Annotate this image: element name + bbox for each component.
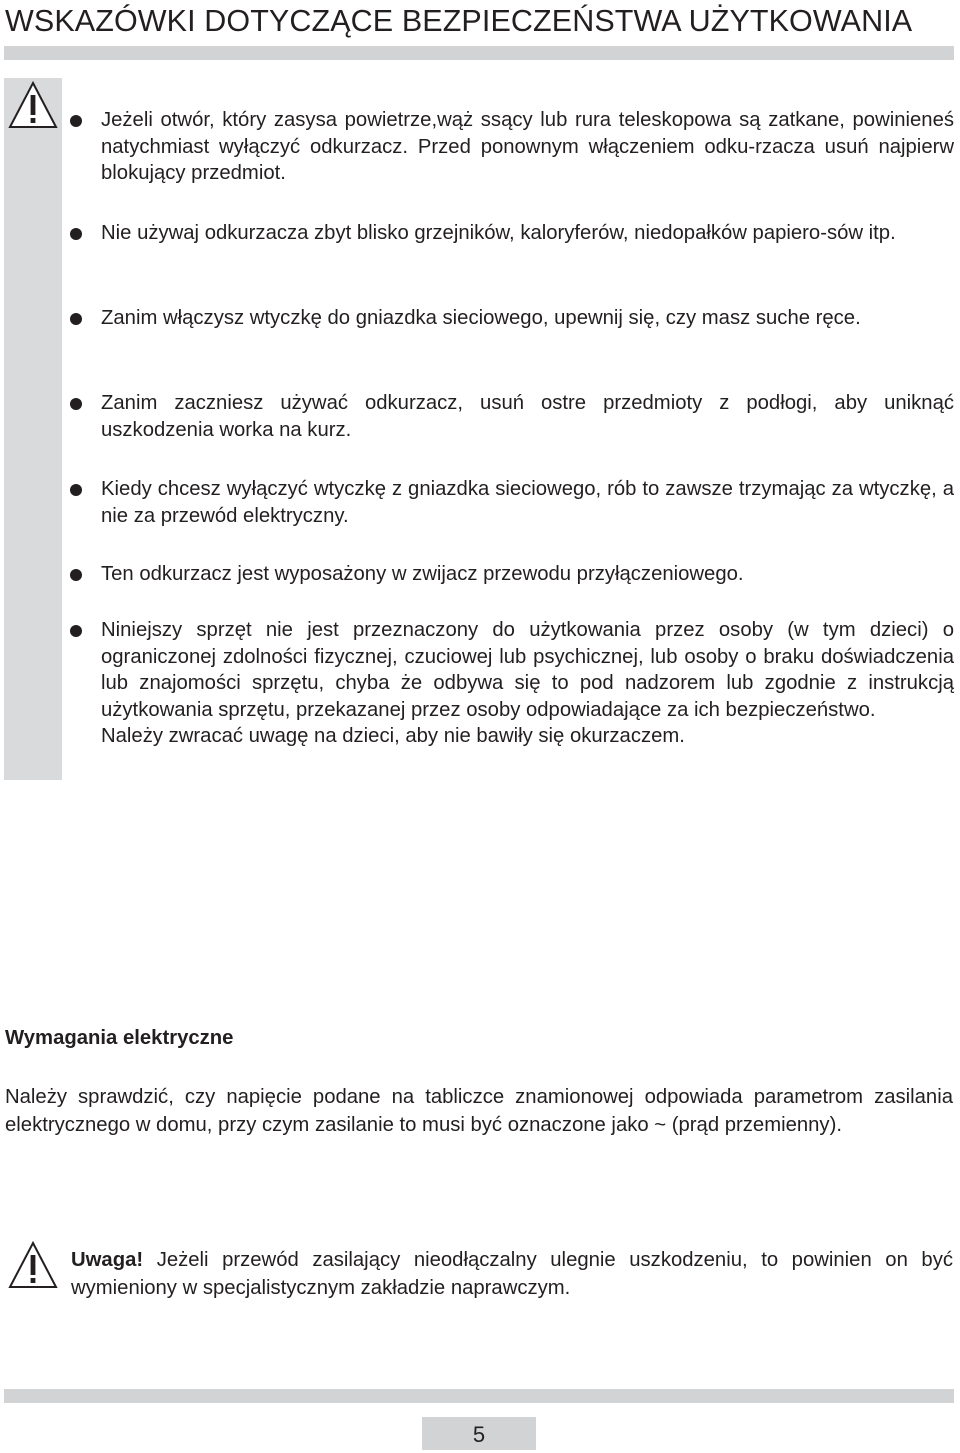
list-item-text: Kiedy chcesz wyłączyć wtyczkę z gniazdka sieciowego, rób to zawsze trzymając za wtyczkę, a nie za przewód elektryczny.: [101, 478, 954, 527]
bullet-dot: [70, 625, 82, 637]
warning-triangle-icon: [7, 80, 59, 130]
note-label: Uwaga!: [71, 1249, 144, 1271]
warning-triangle-icon: [7, 1240, 59, 1290]
list-item-text: Nie używaj odkurzacza zbyt blisko grzejników, kaloryferów, niedopałków papiero-sów itp.: [101, 222, 896, 244]
bullet-dot: [70, 484, 82, 496]
list-item-text: Ten odkurzacz jest wyposażony w zwijacz przewodu przyłączeniowego.: [101, 563, 744, 585]
bullet-dot: [70, 398, 82, 410]
warning-side-bar: [4, 78, 62, 780]
warning-note: [71, 1246, 953, 1302]
bullet-dot: [70, 115, 82, 127]
page-number: 5: [422, 1417, 536, 1450]
list-item-text: Jeżeli otwór, który zasysa powietrze,wąż ssący lub rura teleskopowa są zatkane, powinieneś natychmiast wyłączyć odkurzacz. Przed ponownym włączeniem odku-rzacza usuń najpierw blokujący przedmiot.: [101, 109, 954, 184]
list-item-extra-text: Należy zwracać uwagę na dzieci, aby nie bawiły się okurzaczem.: [101, 725, 685, 747]
top-divider: [4, 46, 954, 60]
list-item-text: [101, 617, 954, 750]
bullet-dot: [70, 313, 82, 325]
bullet-dot: [70, 228, 82, 240]
section-heading: Wymagania elektryczne: [5, 1027, 234, 1049]
section-body: Należy sprawdzić, czy napięcie podane na tabliczce znamionowej odpowiada parametrom zasilania elektrycznego w domu, przy czym zasilanie to musi być oznaczone jako ~ (prąd przemienny).: [5, 1086, 953, 1136]
note-text: Jeżeli przewód zasilający nieodłączalny ulegnie uszkodzeniu, to powinien on być wymieniony w specjalistycznym zakładzie naprawczym.: [71, 1249, 953, 1299]
page-title: WSKAZÓWKI DOTYCZĄCE BEZPIECZEŃSTWA UŻYTKOWANIA: [5, 4, 913, 38]
bottom-divider: [4, 1389, 954, 1403]
list-item-text: Zanim zaczniesz używać odkurzacz, usuń ostre przedmioty z podłogi, aby uniknąć uszkodzenia worka na kurz.: [101, 392, 954, 441]
bullet-dot: [70, 569, 82, 581]
list-item-main-text: Niniejszy sprzęt nie jest przeznaczony do użytkowania przez osoby (w tym dzieci) o ograniczonej zdolności fizycznej, czuciowej lub psychicznej, lub osoby o braku doświadczenia lub znajomości sprzętu, chyba że odbywa się to pod nadzorem lub zgodnie z instrukcją użytkowania sprzętu, przekazanej przez osoby odpowiadające za ich bezpieczeństwo.: [101, 619, 954, 721]
list-item-text: Zanim włączysz wtyczkę do gniazdka sieciowego, upewnij się, czy masz suche ręce.: [101, 307, 861, 329]
